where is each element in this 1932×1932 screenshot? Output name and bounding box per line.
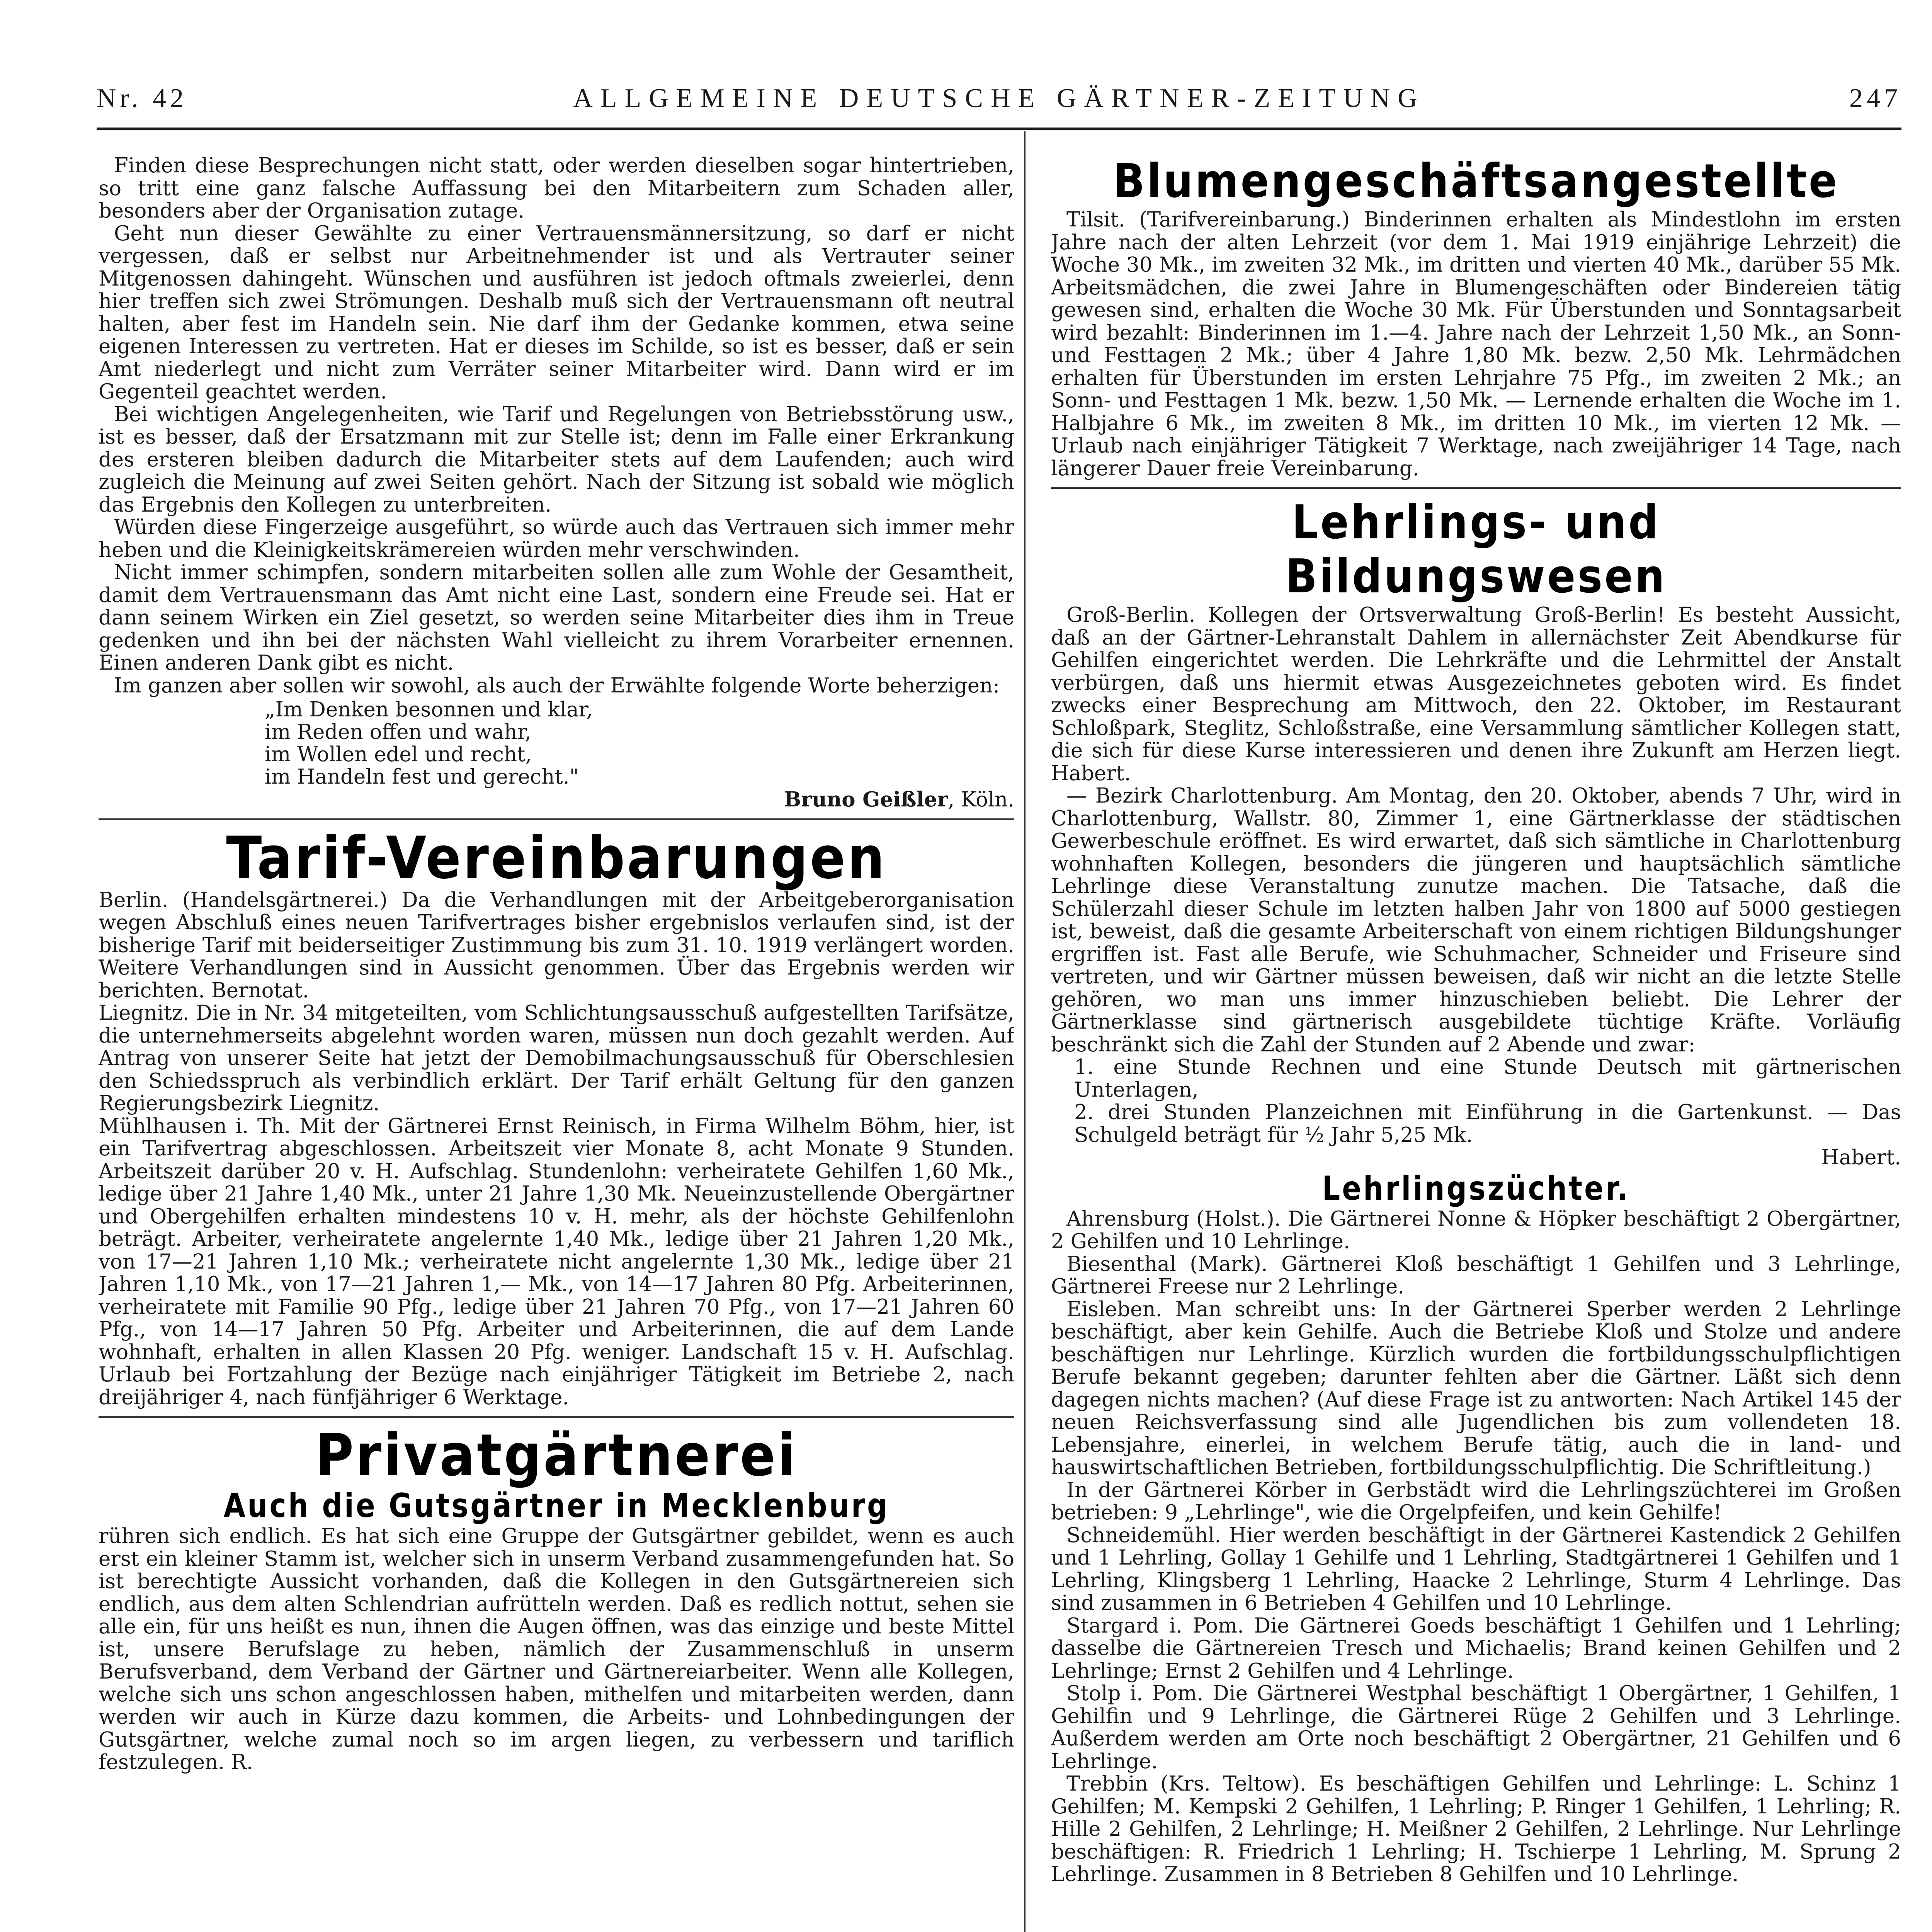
issue-number: Nr. 42 [97,83,187,113]
author-place: , Köln. [948,788,1014,811]
page-header [97,83,1901,126]
author-name: Bruno Geißler [784,787,948,811]
article-paragraph: Berlin. (Handelsgärtnerei.) Da die Verhandlungen mit der Arbeitgeberorganisation wegen Abschluß eines neuen Tarifvertrages bisher ergebnislos verlaufen sind, ist der bisherige Tarif mit beiderseitiger Zustimmung bis zum 31. 10. 1919 verlängert worden. Weitere Verhandlungen sind in Aussicht genommen. Über das Ergebnis werden wir berichten. Bernotat. [99,888,1014,1002]
article-paragraph: Ahrensburg (Holst.). Die Gärtnerei Nonne & Höpker beschäftigt 2 Obergärtner, 2 Gehilfen und 10 Lehrlinge. [1051,1207,1901,1253]
section-heading-lehrlinge: Lehrlings- und Bildungswesen [1285,496,1667,604]
article-paragraph: Groß-Berlin. Kollegen der Ortsverwaltung Groß-Berlin! Es besteht Aussicht, daß an der Gärtner-Lehranstalt Dahlem in allernächster Zeit Abendkurse für Gehilfen eingerichtet werden. Die Lehrkräfte und die Lehrmittel der Anstalt verbürgen, daß uns hiermit etwas Ausgezeichnetes geboten wird. Es findet zwecks einer Besprechung am Mittwoch, den 22. Oktober, im Restaurant Schloßpark, Steglitz, Schloßstraße, eine Versammlung sämtlicher Kollegen statt, die sich für diese Kurse interessieren und denen ihre Zukunft am Herzen liegt. Habert. [1051,603,1901,785]
article-paragraph: Schneidemühl. Hier werden beschäftigt in der Gärtnerei Kastendick 2 Gehilfen und 1 Lehrling, Gollay 1 Gehilfe und 1 Lehrling, Stadtgärtnerei 1 Gehilfen und 1 Lehrling, Klingsberg 1 Lehrling, Haacke 2 Lehrlinge, Sturm 4 Lehrlinge. Das sind zusammen in 6 Betrieben 4 Gehilfen und 10 Lehrlinge. [1051,1523,1901,1615]
article-paragraph: Im ganzen aber sollen wir sowohl, als auch der Erwählte folgende Worte beherzigen: [114,673,1000,697]
article-paragraph: Finden diese Besprechungen nicht statt, oder werden dieselben sogar hintertrieben, so tritt eine ganz falsche Auffassung bei den Mitarbeitern zum Schaden aller, besonders aber der Organisation zutage. [99,155,1014,223]
poem-line: im Reden offen und wahr, [265,720,532,744]
column-divider [1024,131,1026,1932]
article-paragraph: Stolp i. Pom. Die Gärtnerei Westphal beschäftigt 1 Obergärtner, 1 Gehilfen, 1 Gehilfin und 9 Lehrlinge, die Gärtnerei Rüge 2 Gehilfen und 3 Lehrlinge. Außerdem werden am Orte noch beschäftigt 2 Obergärtner, 21 Gehilfen und 6 Lehrlinge. [1051,1682,1901,1773]
header-rule [97,128,1901,130]
section-heading-blumen: Blumengeschäftsangestellte [1113,155,1839,208]
article-paragraph: Biesenthal (Mark). Gärtnerei Kloß beschäftigt 1 Gehilfen und 3 Lehrlinge, Gärtnerei Freese nur 2 Lehrlinge. [1051,1252,1901,1298]
article-paragraph: Liegnitz. Die in Nr. 34 mitgeteilten, vom Schlichtungsausschuß aufgestellten Tarifsätze, die unternehmerseits abgelehnt worden waren, müssen nun doch gezahlt werden. Auf Antrag von unserer Seite hat jetzt der Demobilmachungsausschuß für Oberschlesien den Schiedsspruch als verbindlich erklärt. Der Tarif erhält Geltung für den ganzen Regierungsbezirk Liegnitz. [99,1001,1014,1115]
list-item: 1. eine Stunde Rechnen und eine Stunde Deutsch mit gärtnerischen Unterlagen, [1074,1055,1901,1102]
article-paragraph: Stargard i. Pom. Die Gärtnerei Goeds beschäftigt 1 Gehilfen und 1 Lehrling; dasselbe die Gärtnereien Tresch und Michaelis; Brand keinen Gehilfen und 2 Lehrlinge; Ernst 2 Gehilfen und 4 Lehrlinge. [1051,1614,1901,1683]
section-rule [99,1416,1014,1418]
article-headline: Lehrlingszüchter. [1322,1169,1630,1208]
article-paragraph: Bei wichtigen Angelegenheiten, wie Tarif und Regelungen von Betriebsstörung usw., ist es besser, daß der Ersatzmann mit zur Stelle ist; denn im Falle einer Erkrankung des ersteren bleiben dadurch die Mitarbeiter stets auf dem Laufenden; auch wird zugleich die Meinung auf zwei Seiten gehört. Nach der Sitzung ist sobald wie möglich das Ergebnis den Kollegen zu unterbreiten. [99,402,1014,517]
left-column [99,155,1014,1932]
article-paragraph: Würden diese Fingerzeige ausgeführt, so würde auch das Vertrauen sich immer mehr heben und die Kleinigkeitskrämereien würden mehr verschwinden. [99,515,1014,562]
article-headline: Auch die Gutsgärtner in Mecklenburg [223,1486,889,1525]
article-paragraph: — Bezirk Charlottenburg. Am Montag, den 20. Oktober, abends 7 Uhr, wird in Charlottenburg, Wallstr. 80, Zimmer 1, eine Gärtnerklasse der städtischen Gewerbeschule eröffnet. Es wird erwartet, daß sich sämtliche in Charlottenburg wohnhaften Kollegen, besonders die jüngeren und hauptsächlich sämtliche Lehrlinge diese Veranstaltung zunutze machen. Die Tatsache, daß die Schülerzahl dieser Schule im letzten halben Jahr von 1800 auf 5000 gestiegen ist, beweist, daß die gesamte Arbeiterschaft von einem richtigen Bildungshunger ergriffen ist. Fast alle Berufe, wie Schuhmacher, Schneider und Friseure sind vertreten, und wir Gärtner müssen beweisen, daß wir nicht an die letzte Stelle gehören, wo man uns immer hinzuschieben beliebt. Die Lehrer der Gärtnerklasse sind gärtnerisch ausgebildete tüchtige Kräfte. Vorläufig beschränkt sich die Zahl der Stunden auf 2 Abende und zwar: [1051,784,1901,1056]
article-paragraph: Geht nun dieser Gewählte zu einer Vertrauensmännersitzung, so darf er nicht vergessen, daß er selbst nur Arbeitnehmender ist und als Vertrauter seiner Mitgenossen dahingeht. Wünschen und ausführen ist jedoch oftmals zweierlei, denn hier treffen sich zwei Strömungen. Deshalb muß sich der Vertrauensmann oft neutral halten, aber fest im Handeln sein. Nie darf ihm der Gedanke kommen, etwa seine eigenen Interessen zu vertreten. Hat er dieses im Schilde, so ist es besser, daß er sein Amt niederlegt und nicht zum Verräter seiner Mitarbeiter wird. Dann wird er im Gegenteil geachtet werden. [99,221,1014,403]
section-heading-tarif: Tarif-Vereinbarungen [226,824,887,892]
poem-line: im Wollen edel und recht, [265,743,532,766]
page-number: 247 [1849,83,1901,113]
author-signature: Habert. [1821,1146,1901,1169]
article-paragraph: Eisleben. Man schreibt uns: In der Gärtnerei Sperber werden 2 Lehrlinge beschäftigt, aber kein Gehilfe. Auch die Betriebe Kloß und Stolze und andere beschäftigen nur Lehrlinge. Kürzlich wurden die fortbildungsschulpflichtigen Berufe bekannt gegeben; darunter fehlten aber die Gärtner. Läßt sich denn dagegen nichts machen? (Auf diese Frage ist zu antworten: Nach Artikel 145 der neuen Reichsverfassung sind alle Jugendlichen bis zum vollendeten 18. Lebensjahre, einerlei, in welchem Berufe tätig, auch die in land- und hauswirtschaftlichen Betrieben, fortbildungsschulpflichtig. Die Schriftleitung.) [1051,1297,1901,1479]
section-heading-privat: Privatgärtnerei [315,1422,798,1489]
article-paragraph: Mühlhausen i. Th. Mit der Gärtnerei Ernst Reinisch, in Firma Wilhelm Böhm, hier, ist ein Tarifvertrag abgeschlossen. Arbeitszeit vier Monate 8, acht Monate 9 Stunden. Arbeitszeit darüber 20 v. H. Aufschlag. Stundenlohn: verheiratete Gehilfen 1,60 Mk., ledige über 21 Jahre 1,40 Mk., unter 21 Jahre 1,30 Mk. Neueinzustellende Obergärtner und Obergehilfen erhalten mindestens 10 v. H. mehr, als der höchste Gehilfenlohn beträgt. Arbeiter, verheiratete angelernte 1,40 Mk., ledige über 21 Jahren 1,20 Mk., von 17—21 Jahren 1,10 Mk.; verheiratete nicht angelernte 1,30 Mk., ledige über 21 Jahren 1,10 Mk., von 17—21 Jahren 1,— Mk., von 14—17 Jahren 80 Pfg. Arbeiterinnen, verheiratete mit Familie 90 Pfg., ledige über 21 Jahren 70 Pfg., von 17—21 Jahren 60 Pfg., von 14—17 Jahren 50 Pfg. Arbeiter und Arbeiterinnen, die auf dem Lande wohnhaft, erhalten in allen Klassen 20 Pfg. weniger. Landschaft 15 v. H. Aufschlag. Urlaub bei Fortzahlung der Bezüge nach einjähriger Tätigkeit im Betriebe 2, nach dreijähriger 4, nach fünfjähriger 6 Werktage. [99,1114,1014,1409]
article-paragraph: In der Gärtnerei Körber in Gerbstädt wird die Lehrlingszüchterei im Großen betrieben: 9 „Lehrlinge", wie die Orgelpfeifen, und kein Gehilfe! [1051,1478,1901,1524]
poem-line: im Handeln fest und gerecht." [265,765,579,789]
list-item: 2. drei Stunden Planzeichnen mit Einführung in die Gartenkunst. — Das Schulgeld beträgt für ½ Jahr 5,25 Mk. [1074,1100,1901,1147]
section-rule [99,818,1014,820]
article-paragraph: Nicht immer schimpfen, sondern mitarbeiten sollen alle zum Wohle der Gesamtheit, damit dem Vertrauensmann das Amt nicht eine Last, sondern eine Freude sei. Hat er dann seinem Wirken ein Ziel gesetzt, so werden seine Mitarbeiter dies ihm in Treue gedenken und ihn bei der nächsten Wahl vielleicht zu ihrem Vorarbeiter ernennen. Einen anderen Dank gibt es nicht. [99,561,1014,675]
poem [265,699,1014,788]
right-column [1051,155,1901,1932]
journal-title: ALLGEMEINE DEUTSCHE GÄRTNER-ZEITUNG [573,83,1425,113]
article-paragraph: rühren sich endlich. Es hat sich eine Gruppe der Gutsgärtner gebildet, wenn es auch erst ein kleiner Stamm ist, welcher sich in unserm Verband zusammengefunden hat. So ist berechtigte Aussicht vorhanden, daß die Kollegen in den Gutsgärtnereien sich endlich, aus dem alten Schlendrian aufrütteln werden. Daß es redlich nottut, sehen sie alle ein, für uns heißt es nun, ihnen die Augen öffnen, was das einzige und beste Mittel ist, unsere Berufslage zu heben, nämlich der Zusammenschluß in unserm Berufsverband, dem Verband der Gärtner und Gärtnereiarbeiter. Wenn alle Kollegen, welche sich uns schon angeschlossen haben, mithelfen und mitarbeiten werden, dann werden wir auch in Kürze dazu kommen, die Arbeits- und Lohnbedingungen der Gutsgärtner, welche zumal noch so im argen liegen, zu verbessern und tariflich festzulegen. R. [99,1524,1014,1774]
article-paragraph: Tilsit. (Tarifvereinbarung.) Binderinnen erhalten als Mindestlohn im ersten Jahre nach der alten Lehrzeit (vor dem 1. Mai 1919 einjährige Lehrzeit) die Woche 30 Mk., im zweiten 32 Mk., im dritten und vierten 40 Mk., darüber 55 Mk. Arbeitsmädchen, die zwei Jahre in Blumengeschäften oder Bindereien tätig gewesen sind, erhalten die Woche 30 Mk. Für Überstunden und Sonntagsarbeit wird bezahlt: Binderinnen im 1.—4. Jahre nach der Lehrzeit 1,50 Mk., an Sonn- und Festtagen 2 Mk.; über 4 Jahre 1,80 Mk. bezw. 2,50 Mk. Lehrmädchen erhalten für Überstunden im ersten Lehrjahre 75 Pfg., im zweiten 2 Mk.; an Sonn- und Festtagen 1 Mk. bezw. 1,50 Mk. — Lernende erhalten die Woche im 1. Halbjahre 6 Mk., im zweiten 8 Mk., im dritten 10 Mk., im vierten 12 Mk. — Urlaub nach einjähriger Tätigkeit 7 Werktage, nach zweijähriger 14 Tage, nach längerer Dauer freie Vereinbarung. [1051,208,1901,480]
section-rule [1051,487,1901,489]
poem-line: „Im Denken besonnen und klar, [265,698,593,721]
author-signature [99,788,1014,811]
article-paragraph: Trebbin (Krs. Teltow). Es beschäftigen Gehilfen und Lehrlinge: L. Schinz 1 Gehilfen; M. Kempski 2 Gehilfen, 1 Lehrling; P. Ringer 1 Gehilfen, 1 Lehrling; R. Hille 2 Gehilfen, 2 Lehrlinge; H. Meißner 2 Gehilfen, 2 Lehrlinge. Nur Lehrlinge beschäftigen: R. Friedrich 1 Lehrling; H. Tschierpe 1 Lehrling, M. Sprung 2 Lehrlinge. Zusammen in 8 Betrieben 8 Gehilfen und 10 Lehrlinge. [1051,1772,1901,1886]
